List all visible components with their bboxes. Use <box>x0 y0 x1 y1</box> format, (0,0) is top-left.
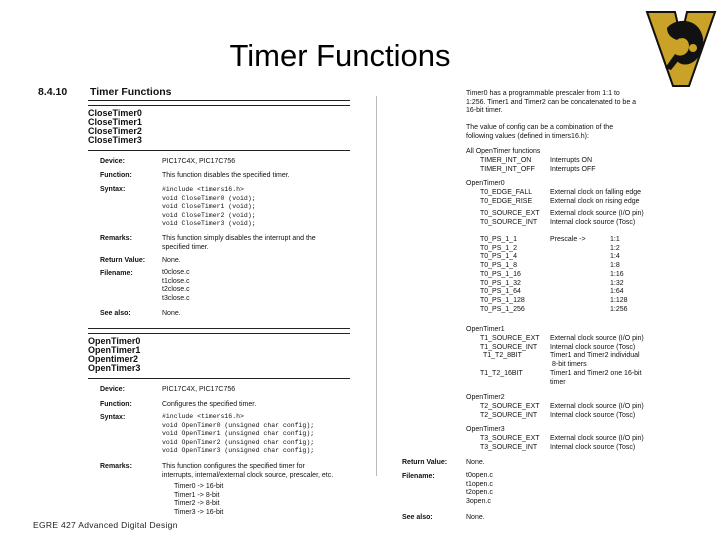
config-desc: timer <box>550 378 566 386</box>
config-desc: External clock source (I/O pin) <box>550 403 644 410</box>
slide-title: Timer Functions <box>229 38 451 73</box>
return-label: Return Value: <box>402 459 448 466</box>
config-name: T2_SOURCE_EXT <box>480 403 540 410</box>
config-name: T1_T2_8BIT <box>483 352 522 360</box>
syntax-label: Syntax: <box>100 414 126 421</box>
syntax-line: void CloseTimer3 (void); <box>162 220 256 228</box>
function-value: This function disables the specified timer. <box>162 172 290 179</box>
config-name: T2_SOURCE_INT <box>480 411 538 419</box>
divider <box>88 378 350 379</box>
function-name: CloseTimer0 <box>88 108 142 118</box>
t0-descs <box>550 189 644 228</box>
config-line: The value of config can be a combination of the <box>466 124 614 131</box>
prescale-name: T0_PS_1_128 <box>480 296 525 304</box>
all-open-descs <box>550 157 596 174</box>
seealso-value: None. <box>162 310 181 317</box>
config-desc: External clock on rising edge <box>550 197 640 205</box>
config-name: TIMER_INT_ON <box>480 157 532 164</box>
syntax-line: void OpenTimer1 (unsigned char config); <box>162 430 315 438</box>
prescale-name: T0_PS_1_16 <box>480 270 521 278</box>
config-desc: Internal clock source (Tosc) <box>550 343 636 351</box>
slide-footer: EGRE 427 Advanced Digital Design <box>33 520 178 530</box>
filename: t1open.c <box>466 480 493 488</box>
config-desc: Timer1 and Timer2 individual <box>550 352 640 360</box>
filename: t2close.c <box>162 286 190 294</box>
remarks-line: Timer0 -> 16-bit <box>174 483 224 491</box>
function-name: CloseTimer3 <box>88 135 142 145</box>
opentimer3-heading: OpenTimer3 <box>466 426 505 433</box>
prescale-value: 1:128 <box>610 296 628 304</box>
intro-line: 1:256. Timer1 and Timer2 can be concatenated to be a <box>466 98 637 106</box>
remarks-line: This function configures the specified timer for <box>162 463 305 470</box>
seealso-label: See also: <box>402 514 433 521</box>
prescale-arrow: Prescale -> <box>550 236 586 243</box>
opentimer1-heading: OpenTimer1 <box>466 326 505 333</box>
prescale-name: T0_PS_1_64 <box>480 288 521 296</box>
return-value: None. <box>466 459 485 466</box>
function-label: Function: <box>100 401 132 408</box>
syntax-line: #include <timers16.h> <box>162 413 244 420</box>
divider <box>88 150 350 151</box>
prescale-name: T0_PS_1_2 <box>480 244 517 252</box>
prescale-value: 1:1 <box>610 236 620 243</box>
config-desc: Internal clock source (Tosc) <box>550 219 636 227</box>
syntax-block <box>162 413 314 456</box>
config-desc: Internal clock source (Tosc) <box>550 411 636 419</box>
config-name: T0_SOURCE_INT <box>480 219 538 227</box>
syntax-line: void CloseTimer1 (void); <box>162 203 256 211</box>
prescale-value: 1:8 <box>610 262 620 270</box>
column-separator <box>376 96 377 476</box>
divider <box>88 100 350 101</box>
section-number: 8.4.10 <box>38 86 68 98</box>
t2-names <box>480 403 540 420</box>
device-label: Device: <box>100 158 125 165</box>
config-name: TIMER_INT_OFF <box>480 165 535 173</box>
function-value: Configures the specified timer. <box>162 401 257 408</box>
config-intro <box>466 124 613 141</box>
config-name: T0_EDGE_FALL <box>480 189 533 196</box>
function-label: Function: <box>100 172 132 179</box>
prescale-value: 1:32 <box>610 279 624 287</box>
vcu-ram-logo-icon <box>645 8 717 90</box>
filename-list <box>466 472 493 506</box>
t1-descs <box>550 335 644 387</box>
filename: t3close.c <box>162 294 190 302</box>
device-value: PIC17C4X, PIC17C756 <box>162 158 236 165</box>
all-open-heading: All OpenTimer functions <box>466 148 541 155</box>
open-function-list <box>88 337 140 373</box>
divider <box>88 328 350 329</box>
seealso-value: None. <box>466 514 485 521</box>
config-name: T3_SOURCE_INT <box>480 443 538 451</box>
remarks-label: Remarks: <box>100 235 132 242</box>
function-name: OpenTimer3 <box>88 363 141 373</box>
prescale-values <box>610 236 628 314</box>
filename: t0close.c <box>162 269 190 276</box>
remarks-line: Timer2 -> 8-bit <box>174 500 220 508</box>
timer-intro <box>466 90 636 116</box>
close-function-list <box>88 109 142 145</box>
prescale-value: 1:16 <box>610 270 624 278</box>
prescale-value: 1:4 <box>610 253 620 261</box>
config-name: T1_T2_16BIT <box>480 369 523 377</box>
syntax-line: void OpenTimer2 (unsigned char config); <box>162 438 315 446</box>
config-name: T1_SOURCE_INT <box>480 343 538 351</box>
opentimer2-heading: OpenTimer2 <box>466 394 505 401</box>
intro-line: 16-bit timer. <box>466 107 503 115</box>
prescale-name: T0_PS_1_32 <box>480 279 521 287</box>
t2-descs <box>550 403 644 420</box>
config-desc: Interrupts OFF <box>550 165 596 173</box>
syntax-line: void CloseTimer2 (void); <box>162 211 256 219</box>
return-label: Return Value: <box>100 257 146 264</box>
prescale-value: 1:2 <box>610 244 620 252</box>
syntax-line: void CloseTimer0 (void); <box>162 194 256 202</box>
section-title: Timer Functions <box>90 86 172 98</box>
remarks-block <box>162 463 333 518</box>
filename: t1close.c <box>162 277 190 285</box>
config-desc: Timer1 and Timer2 one 16-bit <box>550 369 642 377</box>
syntax-line: void OpenTimer3 (unsigned char config); <box>162 447 315 455</box>
prescale-value: 1:256 <box>610 305 628 313</box>
function-name: CloseTimer2 <box>88 126 142 136</box>
config-desc: Interrupts ON <box>550 157 593 164</box>
syntax-block <box>162 186 256 229</box>
config-desc: External clock source (I/O pin) <box>550 435 644 442</box>
divider <box>88 333 350 334</box>
prescale-name: T0_PS_1_256 <box>480 305 525 313</box>
filename: 3open.c <box>466 497 491 505</box>
device-label: Device: <box>100 386 125 393</box>
remarks-line: interrupts, internal/external clock source, prescaler, etc. <box>162 471 334 479</box>
syntax-line: void OpenTimer0 (unsigned char config); <box>162 421 315 429</box>
device-value: PIC17C4X, PIC17C756 <box>162 386 236 393</box>
remarks-line: specified timer. <box>162 243 209 251</box>
t3-names <box>480 435 540 452</box>
prescale-name: T0_PS_1_1 <box>480 236 517 243</box>
opentimer0-heading: OpenTimer0 <box>466 180 505 187</box>
function-name: CloseTimer1 <box>88 117 142 127</box>
config-name: T0_EDGE_RISE <box>480 197 533 205</box>
prescale-name: T0_PS_1_4 <box>480 253 517 261</box>
remarks-label: Remarks: <box>100 463 132 470</box>
filename-label: Filename: <box>402 473 435 480</box>
t1-names <box>480 335 540 379</box>
config-desc: External clock source (I/O pin) <box>550 210 644 218</box>
config-desc: External clock on falling edge <box>550 189 642 196</box>
config-desc: 8-bit timers <box>552 361 587 369</box>
t3-descs <box>550 435 644 452</box>
config-line: following values (defined in timers16.h): <box>466 132 589 140</box>
prescale-names <box>480 236 525 314</box>
config-name: T0_SOURCE_EXT <box>480 210 540 218</box>
return-value: None. <box>162 257 181 264</box>
syntax-line: #include <timers16.h> <box>162 186 244 193</box>
divider <box>88 105 350 106</box>
all-open-names <box>480 157 535 174</box>
remarks-line: Timer3 -> 16-bit <box>174 508 224 516</box>
prescale-value: 1:64 <box>610 288 624 296</box>
config-desc: External clock source (I/O pin) <box>550 335 644 342</box>
t0-names <box>480 189 540 228</box>
filename: t2open.c <box>466 489 493 497</box>
prescale-name: T0_PS_1_8 <box>480 262 517 270</box>
seealso-label: See also: <box>100 310 131 317</box>
remarks-block <box>162 235 316 252</box>
remarks-line: Timer1 -> 8-bit <box>174 491 220 499</box>
filename-label: Filename: <box>100 270 133 277</box>
function-name: Opentimer2 <box>88 354 139 364</box>
filename: t0open.c <box>466 472 493 479</box>
config-name: T3_SOURCE_EXT <box>480 435 540 442</box>
syntax-label: Syntax: <box>100 186 126 193</box>
remarks-line: This function simply disables the interrupt and the <box>162 235 316 242</box>
function-name: OpenTimer1 <box>88 345 141 355</box>
filename-list <box>162 269 190 303</box>
config-name: T1_SOURCE_EXT <box>480 335 540 342</box>
intro-line: Timer0 has a programmable prescaler from 1:1 to <box>466 90 620 97</box>
config-desc: Internal clock source (Tosc) <box>550 443 636 451</box>
function-name: OpenTimer0 <box>88 336 141 346</box>
